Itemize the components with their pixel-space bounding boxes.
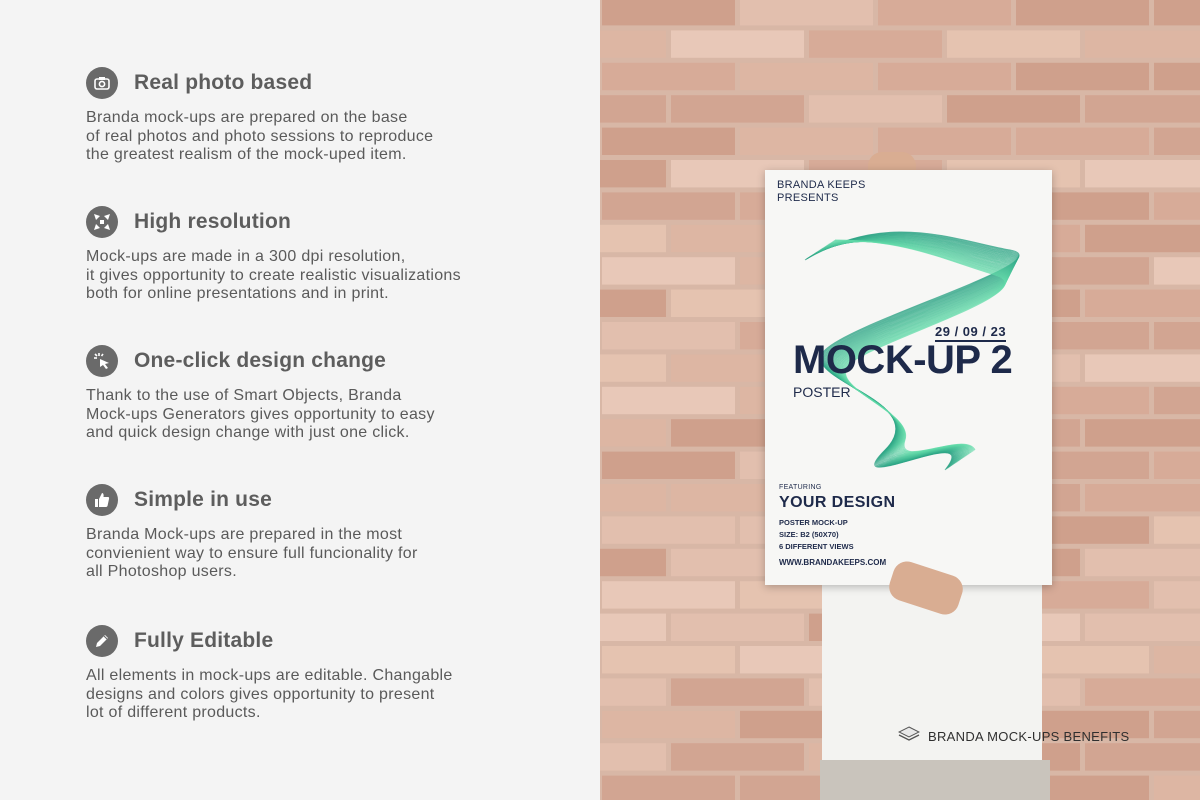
poster-featuring: FEATURING [779,484,822,491]
stack-logo-icon [898,725,920,748]
poster-your-design: YOUR DESIGN [779,494,896,511]
thumbs-up-icon [86,484,118,516]
poster-brand: BRANDA KEEPS PRESENTS [777,179,866,204]
arrows-in-icon [86,206,118,238]
feature-one-click [86,345,566,443]
click-icon [86,345,118,377]
mockup-photo [600,0,1200,800]
feature-simple-in-use [86,484,566,582]
poster [765,170,1052,585]
feature-fully-editable [86,625,566,723]
feature-title: One-click design change [134,349,387,372]
benefits-badge [898,725,1130,748]
feature-title: High resolution [134,210,291,233]
feature-description: All elements in mock-ups are editable. Changable designs and colors gives opportunity to present lot of different products. [86,667,453,721]
feature-description: Mock-ups are made in a 300 dpi resolution, it gives opportunity to create realistic visualizations both for online presentations and in print. [86,248,461,302]
camera-icon [86,67,118,99]
badge-text: BRANDA MOCK-UPS BENEFITS [928,729,1130,744]
poster-info: POSTER MOCK-UP SIZE: B2 (50X70) 6 DIFFERENT VIEWS [779,518,854,551]
feature-title: Real photo based [134,71,313,94]
feature-title: Simple in use [134,488,272,511]
poster-title: MOCK-UP 2 [793,338,1013,382]
feature-description: Thank to the use of Smart Objects, Branda Mock-ups Generators gives opportunity to easy and quick design change with just one click. [86,387,435,441]
feature-real-photo [86,67,566,165]
poster-subtitle: POSTER [793,384,851,400]
poster-date: 29 / 09 / 23 [935,324,1006,342]
person-pants [820,760,1050,800]
poster-url: WWW.BRANDAKEEPS.COM [779,558,887,567]
pencil-icon [86,625,118,657]
feature-title: Fully Editable [134,629,274,652]
feature-description: Branda Mock-ups are prepared in the most convienient way to ensure full funcionality for all Photoshop users. [86,526,418,580]
feature-high-resolution [86,206,566,304]
feature-description: Branda mock-ups are prepared on the base of real photos and photo sessions to reproduce the greatest realism of the mock-uped item. [86,109,434,163]
